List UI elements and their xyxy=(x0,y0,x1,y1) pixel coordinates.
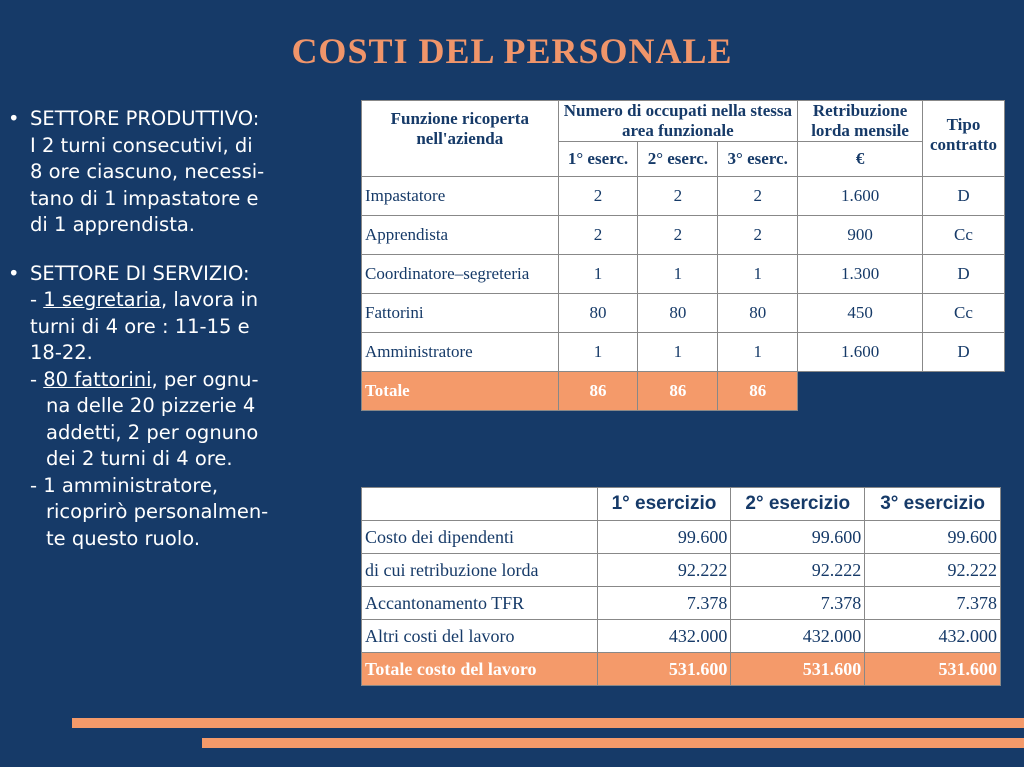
text-line: te questo ruolo. xyxy=(46,526,201,550)
text-line: - 1 amministratore, xyxy=(30,473,219,497)
cell-funzione: Coordinatore–segreteria xyxy=(362,255,559,294)
text-line: - 80 fattorini, per ognu- xyxy=(30,367,259,391)
cell-esercizio-3: 92.222 xyxy=(865,554,1001,587)
text-line: - 1 segretaria, lavora in xyxy=(30,288,259,311)
text-line: addetti, 2 per ognuno xyxy=(46,420,259,444)
cell-esercizio-3: 7.378 xyxy=(865,587,1001,620)
cell-eserc-3: 2 xyxy=(718,216,798,255)
header-esercizio-1: 1° esercizio xyxy=(597,488,731,521)
text-line: SETTORE DI SERVIZIO: xyxy=(30,261,250,285)
cell-totale-3: 531.600 xyxy=(865,653,1001,686)
cell-retribuzione: 450 xyxy=(798,294,923,333)
text-line: tano di 1 impastatore e xyxy=(30,186,259,210)
header-tipo: Tipo contratto xyxy=(923,101,1005,177)
cell-totale-1: 86 xyxy=(558,372,638,411)
cell-totale-label: Totale xyxy=(362,372,559,411)
staff-table xyxy=(361,100,1005,411)
cell-tipo: D xyxy=(923,177,1005,216)
text-line: SETTORE PRODUTTIVO: xyxy=(30,107,260,130)
cell-eserc-1: 1 xyxy=(558,255,638,294)
slide-title: COSTI DEL PERSONALE xyxy=(291,31,733,71)
cell-totale-3: 86 xyxy=(718,372,798,411)
table-header-row xyxy=(362,101,1005,142)
cell-eserc-2: 2 xyxy=(638,177,718,216)
table-row xyxy=(362,333,1005,372)
header-retribuzione: Retribuzione lorda mensile xyxy=(798,101,923,142)
cell-tipo: D xyxy=(923,333,1005,372)
header-funzione: Funzione ricoperta nell'azienda xyxy=(362,101,559,177)
cell-retribuzione: 1.600 xyxy=(798,333,923,372)
cell-esercizio-1: 432.000 xyxy=(597,620,731,653)
cell-retribuzione: 900 xyxy=(798,216,923,255)
header-esercizio-2: 2° esercizio xyxy=(731,488,865,521)
cell-eserc-1: 2 xyxy=(558,216,638,255)
cell-esercizio-1: 99.600 xyxy=(597,521,731,554)
header-eserc-3: 3° eserc. xyxy=(718,142,798,177)
cell-totale-label: Totale costo del lavoro xyxy=(362,653,598,686)
cell-eserc-3: 80 xyxy=(718,294,798,333)
cell-eserc-3: 1 xyxy=(718,333,798,372)
left-text-panel xyxy=(8,106,353,552)
table-row xyxy=(362,521,1001,554)
cell-tipo: Cc xyxy=(923,216,1005,255)
empty-cell xyxy=(798,372,1005,411)
cell-voce: Altri costi del lavoro xyxy=(362,620,598,653)
underlined-segretaria: 1 segretaria xyxy=(43,288,161,311)
cell-eserc-1: 80 xyxy=(558,294,638,333)
cell-esercizio-3: 432.000 xyxy=(865,620,1001,653)
cell-voce: Accantonamento TFR xyxy=(362,587,598,620)
cell-funzione: Amministratore xyxy=(362,333,559,372)
cell-eserc-2: 1 xyxy=(638,333,718,372)
header-numero: Numero di occupati nella stessa area funzionale xyxy=(558,101,798,142)
text-line: dei 2 turni di 4 ore. xyxy=(46,447,233,470)
text-line: ricoprirò personalmen- xyxy=(46,500,269,523)
table-row xyxy=(362,620,1001,653)
cell-eserc-1: 2 xyxy=(558,177,638,216)
underlined-fattorini: 80 fattorini xyxy=(43,367,152,391)
bullet-settore-servizio xyxy=(8,261,353,553)
text-line: na delle 20 pizzerie 4 xyxy=(46,394,256,417)
text-line: 8 ore ciascuno, necessi- xyxy=(30,160,265,183)
table-total-row xyxy=(362,372,1005,411)
header-esercizio-3: 3° esercizio xyxy=(865,488,1001,521)
table-row xyxy=(362,587,1001,620)
cell-eserc-3: 2 xyxy=(718,177,798,216)
cell-eserc-1: 1 xyxy=(558,333,638,372)
cell-esercizio-1: 92.222 xyxy=(597,554,731,587)
table-header-row xyxy=(362,488,1001,521)
table-row xyxy=(362,216,1005,255)
labor-cost-table xyxy=(361,487,1001,686)
header-currency: € xyxy=(798,142,923,177)
decorative-bar-bottom xyxy=(202,738,1024,748)
cell-eserc-3: 1 xyxy=(718,255,798,294)
header-eserc-2: 2° eserc. xyxy=(638,142,718,177)
cell-funzione: Impastatore xyxy=(362,177,559,216)
table-row xyxy=(362,177,1005,216)
cell-esercizio-2: 99.600 xyxy=(731,521,865,554)
cell-totale-2: 86 xyxy=(638,372,718,411)
cell-esercizio-3: 99.600 xyxy=(865,521,1001,554)
table-row xyxy=(362,554,1001,587)
cell-funzione: Fattorini xyxy=(362,294,559,333)
text-line: turni di 4 ore : 11-15 e xyxy=(30,314,250,338)
cell-eserc-2: 80 xyxy=(638,294,718,333)
decorative-bar-top xyxy=(72,718,1024,728)
text-line: di 1 apprendista. xyxy=(30,213,195,236)
bullet-dot-icon: • xyxy=(8,261,20,285)
text-line: I 2 turni consecutivi, di xyxy=(30,133,253,157)
header-eserc-1: 1° eserc. xyxy=(558,142,638,177)
cell-tipo: D xyxy=(923,255,1005,294)
table-total-row xyxy=(362,653,1001,686)
cell-voce: Costo dei dipendenti xyxy=(362,521,598,554)
cell-retribuzione: 1.600 xyxy=(798,177,923,216)
bullet-settore-produttivo xyxy=(8,106,353,239)
cell-esercizio-1: 7.378 xyxy=(597,587,731,620)
cell-eserc-2: 2 xyxy=(638,216,718,255)
table-row xyxy=(362,294,1005,333)
cell-funzione: Apprendista xyxy=(362,216,559,255)
text-line: 18-22. xyxy=(30,341,93,364)
table-row xyxy=(362,255,1005,294)
header-empty xyxy=(362,488,598,521)
cell-retribuzione: 1.300 xyxy=(798,255,923,294)
cell-esercizio-2: 432.000 xyxy=(731,620,865,653)
cell-voce: di cui retribuzione lorda xyxy=(362,554,598,587)
bullet-dot-icon: • xyxy=(8,107,20,130)
cell-totale-2: 531.600 xyxy=(731,653,865,686)
cell-esercizio-2: 92.222 xyxy=(731,554,865,587)
cell-tipo: Cc xyxy=(923,294,1005,333)
cell-esercizio-2: 7.378 xyxy=(731,587,865,620)
cell-totale-1: 531.600 xyxy=(597,653,731,686)
cell-eserc-2: 1 xyxy=(638,255,718,294)
